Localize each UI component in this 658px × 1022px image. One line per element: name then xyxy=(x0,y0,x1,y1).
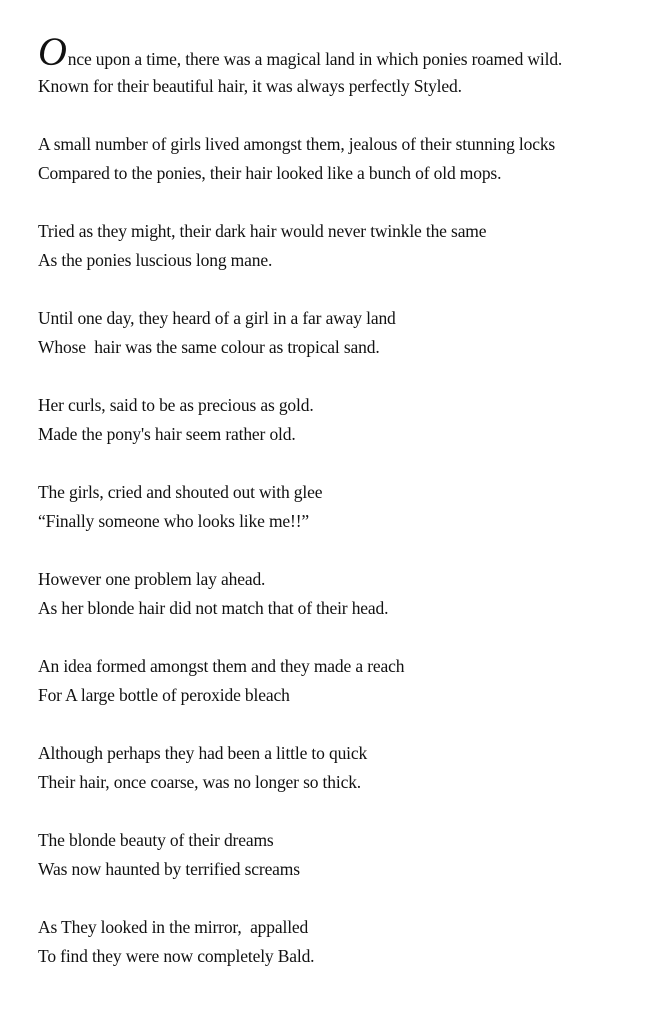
stanza xyxy=(38,391,638,449)
poem-line: Compared to the ponies, their hair looked like a bunch of old mops. xyxy=(38,163,502,183)
poem-line: As They looked in the mirror, appalled xyxy=(38,917,309,937)
stanza xyxy=(38,565,638,623)
stanza xyxy=(38,739,638,797)
poem-line: As her blonde hair did not match that of their head. xyxy=(38,598,389,618)
poem-line: Was now haunted by terrified screams xyxy=(38,859,300,879)
stanza xyxy=(38,304,638,362)
poem-line: As the ponies luscious long mane. xyxy=(38,250,273,270)
drop-cap: O xyxy=(38,29,67,74)
stanza xyxy=(38,913,638,971)
poem-line: Whose hair was the same colour as tropical sand. xyxy=(38,337,380,357)
poem-line: An idea formed amongst them and they made a reach xyxy=(38,656,405,676)
poem-line-first xyxy=(38,29,638,74)
poem-line: Tried as they might, their dark hair would never twinkle the same xyxy=(38,221,487,241)
poem-line: “Finally someone who looks like me!!” xyxy=(38,511,309,531)
poem-line: Although perhaps they had been a little to quick xyxy=(38,743,368,763)
stanza xyxy=(38,130,638,188)
poem-line: Until one day, they heard of a girl in a far away land xyxy=(38,308,396,328)
poem-line: The girls, cried and shouted out with glee xyxy=(38,482,323,502)
stanza xyxy=(38,29,638,101)
poem-page xyxy=(38,29,638,1000)
poem-line: The blonde beauty of their dreams xyxy=(38,830,274,850)
poem-line: Known for their beautiful hair, it was always perfectly Styled. xyxy=(38,76,462,96)
poem-line-text: nce upon a time, there was a magical land in which ponies roamed wild. xyxy=(67,49,563,69)
poem-line: Their hair, once coarse, was no longer so thick. xyxy=(38,772,362,792)
poem-line: To find they were now completely Bald. xyxy=(38,946,315,966)
poem-line: For A large bottle of peroxide bleach xyxy=(38,685,290,705)
poem-line: Her curls, said to be as precious as gold. xyxy=(38,395,314,415)
stanza xyxy=(38,652,638,710)
poem-line: However one problem lay ahead. xyxy=(38,569,266,589)
poem-line: Made the pony's hair seem rather old. xyxy=(38,424,296,444)
stanza xyxy=(38,826,638,884)
stanza xyxy=(38,217,638,275)
poem-line: A small number of girls lived amongst them, jealous of their stunning locks xyxy=(38,134,556,154)
stanza xyxy=(38,478,638,536)
